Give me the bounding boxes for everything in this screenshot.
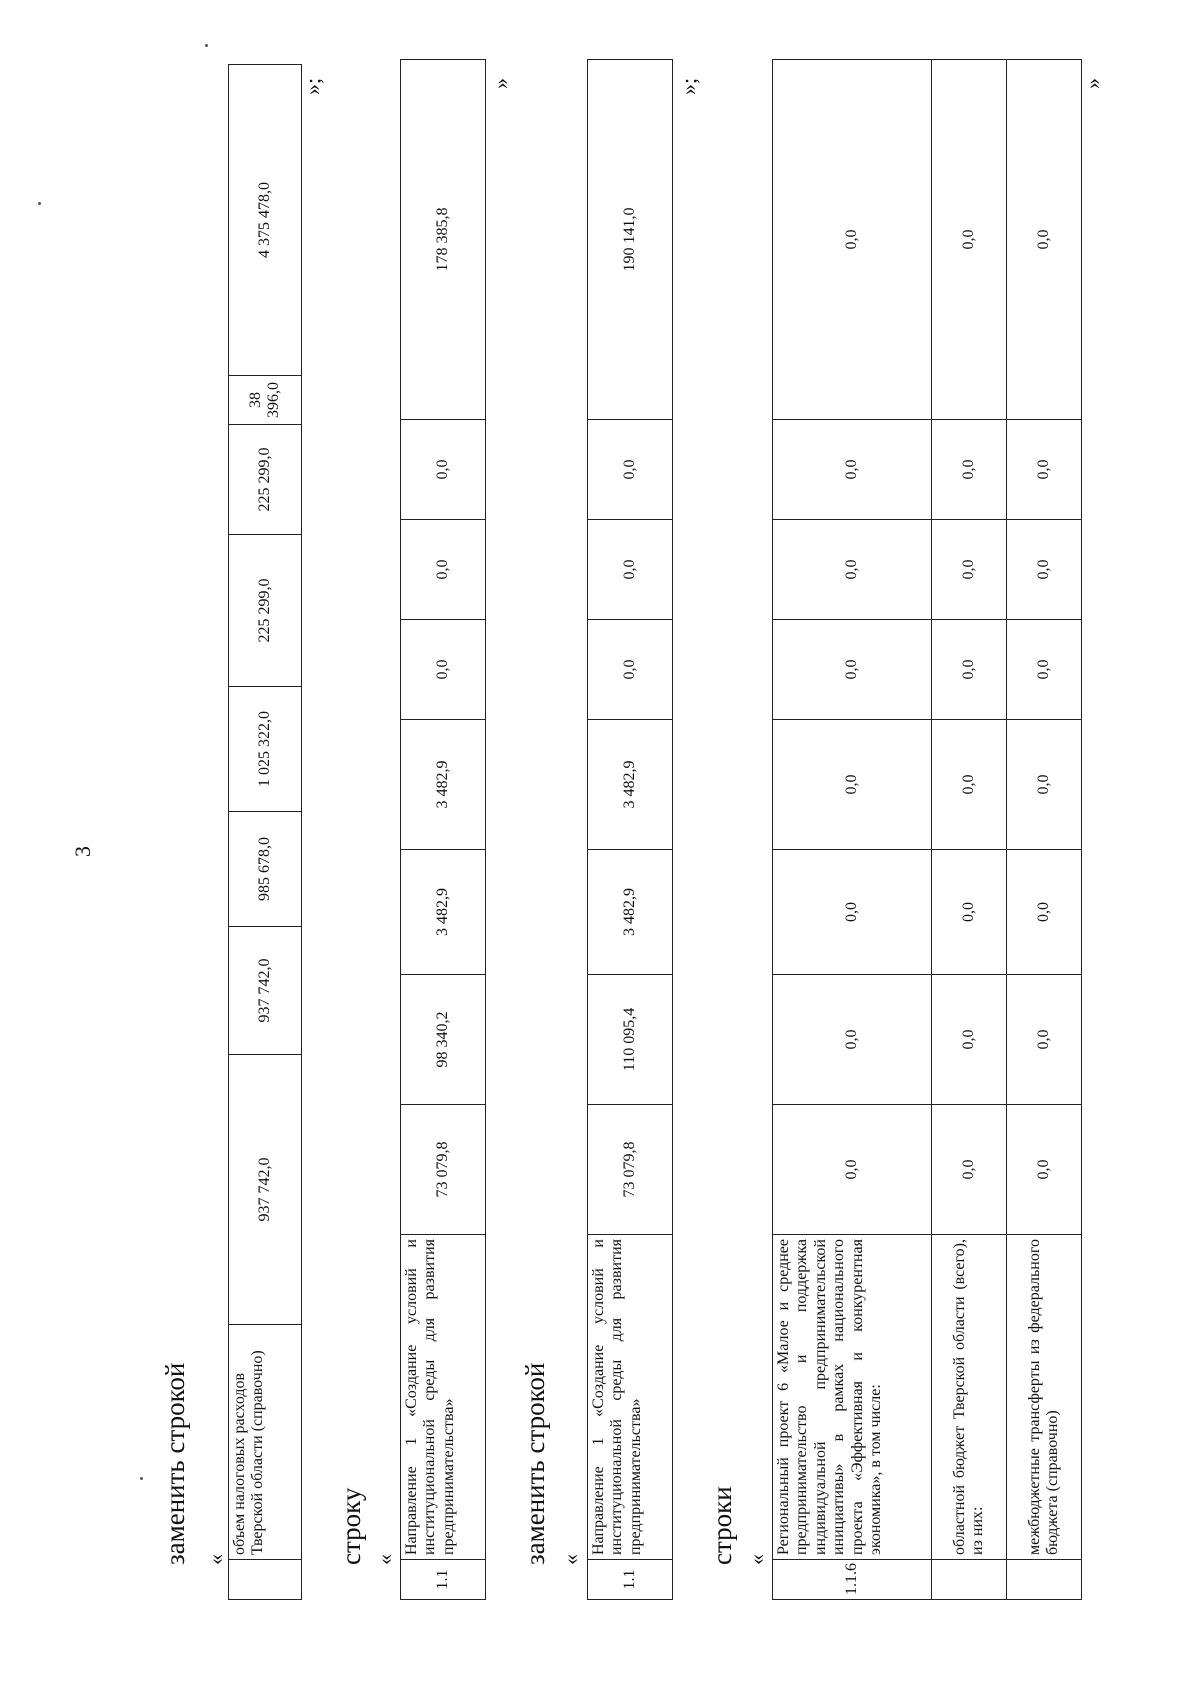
value-cell: 0,0: [1007, 1105, 1082, 1235]
value-cell: 0,0: [773, 975, 932, 1105]
scan-speck: [38, 202, 41, 205]
scan-speck: [140, 1477, 143, 1480]
value-cell: 225 299,0: [229, 535, 302, 687]
open-quote-2: «: [372, 1554, 397, 1565]
scan-speck: [205, 44, 208, 47]
value-cell: 3 482,9: [588, 720, 673, 850]
table-row: [773, 60, 932, 1600]
value-cell: 937 742,0: [229, 1055, 302, 1325]
value-cell: 3 482,9: [401, 720, 486, 850]
instruction-row-1: строку: [336, 1487, 366, 1565]
value-cell: 1 025 322,0: [229, 687, 302, 812]
row-label: Направление 1 «Создание условий и институциональной среды для развития предпринимательства»: [401, 1235, 486, 1560]
value-cell: 0,0: [932, 60, 1007, 420]
value-cell: 0,0: [1007, 60, 1082, 420]
value-cell: 0,0: [588, 420, 673, 520]
value-cell: 0,0: [401, 620, 486, 720]
value-cell: 0,0: [1007, 850, 1082, 975]
value-cell: 0,0: [1007, 520, 1082, 620]
page-number: 3: [70, 846, 95, 857]
value-cell: 0,0: [932, 850, 1007, 975]
value-cell: 937 742,0: [229, 927, 302, 1055]
row-num-cell: 1.1: [588, 1560, 673, 1600]
close-quote-2: »: [488, 78, 513, 89]
value-cell: 0,0: [932, 420, 1007, 520]
row-label: межбюджетные трансферты из федерального бюджета (справочно): [1007, 1235, 1082, 1560]
open-quote-3: «: [558, 1554, 583, 1565]
row-label: областной бюджет Тверской области (всего), из них:: [932, 1235, 1007, 1560]
value-cell: 4 375 478,0: [229, 65, 302, 376]
value-cell: 0,0: [773, 850, 932, 975]
row-num-cell: [932, 1560, 1007, 1600]
value-cell: 0,0: [588, 620, 673, 720]
value-cell: 225 299,0: [229, 425, 302, 535]
value-cell: 0,0: [773, 420, 932, 520]
value-cell: 0,0: [932, 520, 1007, 620]
value-cell: 0,0: [588, 520, 673, 620]
row-label: Направление 1 «Создание условий и институциональной среды для развития предпринимательства»: [588, 1235, 673, 1560]
value-cell: 0,0: [932, 975, 1007, 1105]
row-label: Региональный проект 6 «Малое и среднее предпринимательство и поддержка индивидуальной предпринимательской инициативы» в рамках национального проекта «Эффективная и конкурентная экономика», в том числе:: [773, 1235, 932, 1560]
close-quote-3: »;: [676, 77, 701, 95]
value-cell: 0,0: [773, 720, 932, 850]
value-cell: 110 095,4: [588, 975, 673, 1105]
value-cell: 0,0: [932, 1105, 1007, 1235]
value-cell: 0,0: [773, 520, 932, 620]
value-cell: 98 340,2: [401, 975, 486, 1105]
value-cell: 0,0: [932, 720, 1007, 850]
table-row-1-1-new: [587, 59, 673, 1600]
value-cell: 3 482,9: [401, 850, 486, 975]
value-cell: 178 385,8: [401, 60, 486, 420]
value-cell: 0,0: [401, 520, 486, 620]
value-cell: 0,0: [1007, 720, 1082, 850]
value-cell: 0,0: [773, 620, 932, 720]
row-label: объем налоговых расходов Тверской области (справочно): [229, 1325, 302, 1560]
table-rows-1-1-6: [772, 59, 1082, 1600]
value-cell: 73 079,8: [401, 1105, 486, 1235]
value-cell: 0,0: [932, 620, 1007, 720]
close-quote-1: »;: [300, 77, 325, 95]
value-cell: 0,0: [1007, 420, 1082, 520]
table-row: [588, 60, 673, 1600]
table-row: [932, 60, 1007, 1600]
value-cell: 0,0: [773, 60, 932, 420]
row-num-cell: [229, 1560, 302, 1600]
value-cell: 985 678,0: [229, 812, 302, 927]
value-cell: 0,0: [401, 420, 486, 520]
row-num-cell: 1.1.6: [773, 1560, 932, 1600]
open-quote-1: «: [203, 1554, 228, 1565]
value-cell: 38 396,0: [229, 376, 302, 425]
value-cell: 190 141,0: [588, 60, 673, 420]
table-row: [1007, 60, 1082, 1600]
table-row: [401, 60, 486, 1600]
instruction-replace-1: заменить строкой: [160, 1362, 190, 1565]
value-cell: 0,0: [773, 1105, 932, 1235]
table-row-1-1-old: [400, 59, 486, 1600]
table-row: [229, 65, 302, 1600]
value-cell: 73 079,8: [588, 1105, 673, 1235]
row-num-cell: [1007, 1560, 1082, 1600]
open-quote-4: «: [744, 1554, 769, 1565]
table-tax-expenditure: [228, 64, 302, 1600]
value-cell: 3 482,9: [588, 850, 673, 975]
close-quote-4: »: [1080, 78, 1105, 89]
value-cell: 0,0: [1007, 620, 1082, 720]
instruction-replace-2: заменить строкой: [520, 1362, 550, 1565]
instruction-rows-2: строки: [707, 1486, 737, 1565]
row-num-cell: 1.1: [401, 1560, 486, 1600]
value-cell: 0,0: [1007, 975, 1082, 1105]
